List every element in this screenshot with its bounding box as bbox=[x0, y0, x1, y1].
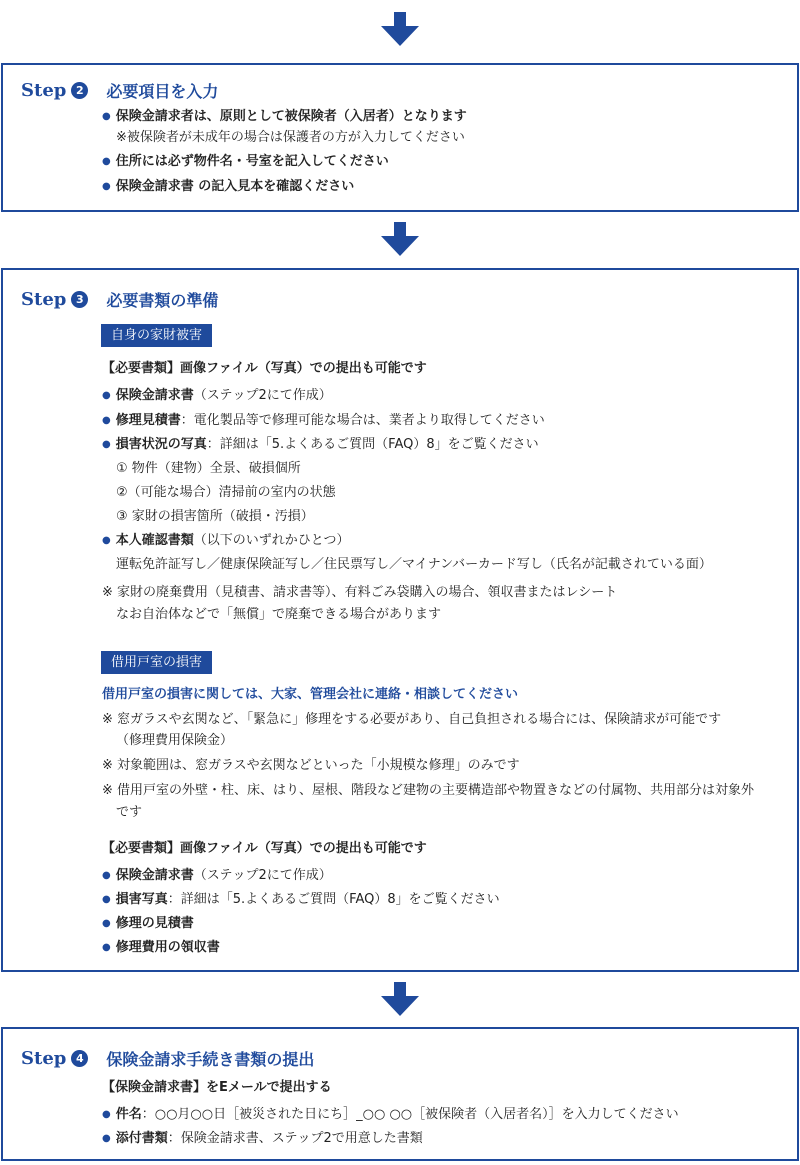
section1-item-4: ● 本人確認書類（以下のいずれかひとつ） bbox=[102, 533, 350, 548]
step2-header bbox=[21, 79, 218, 102]
section2-heading: 【必要書類】画像ファイル（写真）での提出も可能です bbox=[102, 841, 427, 856]
bullet-dot-icon: ● bbox=[102, 942, 111, 953]
bullet-dot-icon: ● bbox=[102, 181, 111, 192]
step3-number-badge: 3 bbox=[71, 291, 88, 308]
step2-item-3: ● 保険金請求書 の記入見本を確認ください bbox=[102, 179, 355, 194]
section2-note-3: ※ 借用戸室の外壁・柱、床、はり、屋根、階段など建物の主要構造部や物置きなどの付属物、共用部分は対象外 bbox=[102, 783, 755, 798]
section2-note-1: ※ 窓ガラスや玄関など、「緊急に」修理をする必要があり、自己負担される場合には、保険請求が可能です bbox=[102, 712, 722, 727]
section-tag-rented-room: 借用戸室の損害 bbox=[101, 651, 212, 674]
section1-heading: 【必要書類】画像ファイル（写真）での提出も可能です bbox=[102, 361, 427, 376]
section1-sub-2: ②（可能な場合）清掃前の室内の状態 bbox=[116, 485, 336, 500]
bullet-dot-icon: ● bbox=[102, 1133, 111, 1144]
bullet-dot-icon: ● bbox=[102, 415, 111, 426]
step2-note: ※被保険者が未成年の場合は保護者の方が入力してください bbox=[116, 130, 465, 145]
step4-item-2: ● 添付書類：保険金請求書、ステップ2で用意した書類 bbox=[102, 1131, 423, 1146]
bullet-dot-icon: ● bbox=[102, 535, 111, 546]
step4-header bbox=[21, 1047, 314, 1070]
bullet-dot-icon: ● bbox=[102, 156, 111, 167]
section2-item-3: ● 修理の見積書 bbox=[102, 916, 194, 931]
section2-lead: 借用戸室の損害に関しては、大家、管理会社に連絡・相談してください bbox=[102, 687, 519, 702]
arrow-down-icon bbox=[381, 982, 419, 1016]
step4-title: 保険金請求手続き書類の提出 bbox=[106, 1050, 315, 1069]
arrow-down-icon bbox=[381, 12, 419, 46]
step4-heading: 【保険金請求書】をEメールで提出する bbox=[102, 1080, 332, 1095]
section1-note-1: ※ 家財の廃棄費用（見積書、請求書等）、有料ごみ袋購入の場合、領収書またはレシート bbox=[102, 585, 618, 600]
step4-label: Step bbox=[21, 1048, 67, 1069]
section1-item-4-detail: 運転免許証写し／健康保険証写し／住民票写し／マイナンバーカード写し（氏名が記載されている面） bbox=[116, 557, 712, 572]
bullet-dot-icon: ● bbox=[102, 111, 111, 122]
section2-item-2: ● 損害写真：詳細は「5.よくあるご質問（FAQ）8」をご覧ください bbox=[102, 892, 500, 907]
step3-title: 必要書類の準備 bbox=[106, 291, 219, 310]
bullet-dot-icon: ● bbox=[102, 439, 111, 450]
section1-item-1: ● 保険金請求書（ステップ2にて作成） bbox=[102, 388, 332, 403]
section2-note-2: ※ 対象範囲は、窓ガラスや玄関などといった「小規模な修理」のみです bbox=[102, 758, 520, 773]
section1-item-2: ● 修理見積書：電化製品等で修理可能な場合は、業者より取得してください bbox=[102, 413, 545, 428]
section2-item-1: ● 保険金請求書（ステップ2にて作成） bbox=[102, 868, 332, 883]
section1-item-3: ● 損害状況の写真：詳細は「5.よくあるご質問（FAQ）8」をご覧ください bbox=[102, 437, 539, 452]
arrow-down-icon bbox=[381, 222, 419, 256]
bullet-dot-icon: ● bbox=[102, 1109, 111, 1120]
step2-item-1: ● 保険金請求者は、原則として被保険者（入居者）となります bbox=[102, 109, 467, 124]
section1-sub-3: ③ 家財の損害箇所（破損・汚損） bbox=[116, 509, 314, 524]
step4-item-1: ● 件名：○○月○○日［被災された日にち］_○○ ○○［被保険者（入居者名）］を入力してください bbox=[102, 1107, 679, 1122]
step2-number-badge: 2 bbox=[71, 82, 88, 99]
section2-note-1-cont: （修理費用保険金） bbox=[116, 733, 234, 748]
section-tag-own-property: 自身の家財被害 bbox=[101, 324, 212, 347]
step2-label: Step bbox=[21, 80, 67, 101]
step2-item-2: ● 住所には必ず物件名・号室を記入してください bbox=[102, 154, 389, 169]
bullet-dot-icon: ● bbox=[102, 390, 111, 401]
step3-header bbox=[21, 288, 218, 311]
section2-note-3-cont: です bbox=[116, 805, 143, 820]
bullet-dot-icon: ● bbox=[102, 870, 111, 881]
bullet-dot-icon: ● bbox=[102, 894, 111, 905]
section1-note-2: なお自治体などで「無償」で廃棄できる場合があります bbox=[116, 607, 442, 622]
step3-box bbox=[1, 268, 799, 972]
step4-number-badge: 4 bbox=[71, 1050, 88, 1067]
section2-item-4: ● 修理費用の領収書 bbox=[102, 940, 220, 955]
section1-sub-1: ① 物件（建物）全景、破損個所 bbox=[116, 461, 301, 476]
step2-title: 必要項目を入力 bbox=[106, 82, 219, 101]
step3-label: Step bbox=[21, 289, 67, 310]
step2-box bbox=[1, 63, 799, 212]
bullet-dot-icon: ● bbox=[102, 918, 111, 929]
step4-box bbox=[1, 1027, 799, 1161]
